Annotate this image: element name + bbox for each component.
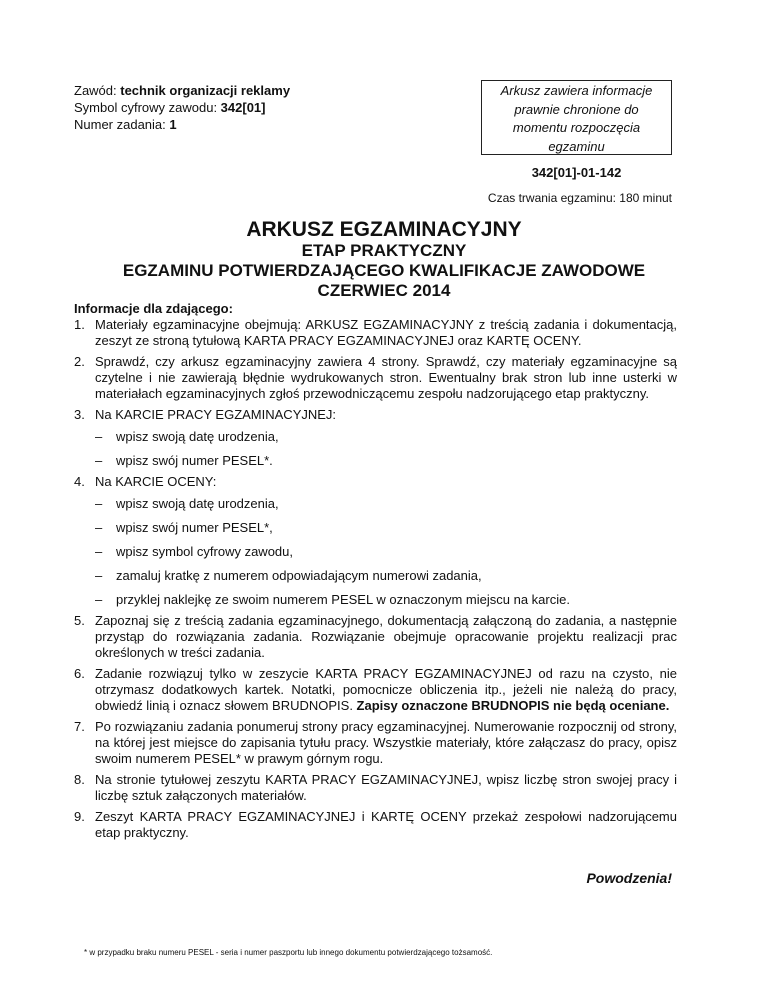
list-item: 7. Po rozwiązaniu zadania ponumeruj strony pracy egzaminacyjnej. Numerowanie rozpocznij od strony, na której jest miejsce do zapisania tytułu pracy. Wszystkie materiały, które załączasz do pracy, opisz swoim numerem PESEL* w prawym górnym rogu. <box>74 719 677 766</box>
symbol-line: Symbol cyfrowy zawodu: 342[01] <box>74 100 266 115</box>
sub-list-item: – wpisz swoją datę urodzenia, <box>95 496 279 511</box>
list-item: 3. Na KARCIE PRACY EGZAMINACYJNEJ: – wpisz swoją datę urodzenia, – wpisz swój numer PESEL*. <box>74 407 677 469</box>
task-value: 1 <box>169 117 177 132</box>
sub-list-item: – zamaluj kratkę z numerem odpowiadającym numerowi zadania, <box>95 568 482 583</box>
list-item: 5. Zapoznaj się z treścią zadania egzaminacyjnego, dokumentacją załączoną do zadania, a następnie przystąp do rozwiązania zadania. Rozwiązanie obejmuje opracowanie projektu realizacji prac określonych w treści zadania. <box>74 613 677 660</box>
sub-list-item: – wpisz swój numer PESEL*. <box>95 453 273 468</box>
list-item: 2. Sprawdź, czy arkusz egzaminacyjny zawiera 4 strony. Sprawdź, czy materiały egzaminacyjne są czytelne i nie zawierają błędnie wydrukowanych stron. Ewentualny brak stron lub inne usterki w materiałach egzaminacyjnych zgłoś przewodniczącemu zespołu nadzorującego etap praktyczny. <box>74 354 677 401</box>
info-heading: Informacje dla zdającego: <box>74 301 233 316</box>
sub-list-item: – wpisz swój numer PESEL*, <box>95 520 273 535</box>
stage-title: ETAP PRAKTYCZNY <box>301 241 467 260</box>
list-item: 9. Zeszyt KARTA PRACY EGZAMINACYJNEJ i KARTĘ OCENY przekaż zespołowi nadzorującemu etap praktyczny. <box>74 809 677 840</box>
sub-list <box>95 428 677 469</box>
sheet-code: 342[01]-01-142 <box>531 165 622 180</box>
sub-list-item: – przyklej naklejkę ze swoim numerem PESEL w oznaczonym miejscu na karcie. <box>95 592 570 607</box>
sub-list-item: – wpisz swoją datę urodzenia, <box>95 429 279 444</box>
session-title: CZERWIEC 2014 <box>317 281 451 300</box>
exam-header <box>74 82 454 133</box>
sub-list <box>95 495 677 608</box>
profession-line: Zawód: technik organizacji reklamy <box>74 83 291 98</box>
footnote: * w przypadku braku numeru PESEL - seria i numer paszportu lub innego dokumentu potwierdzającego tożsamość. <box>84 948 493 957</box>
sub-list-item: – wpisz symbol cyfrowy zawodu, <box>95 544 293 559</box>
title-block <box>74 218 694 301</box>
list-item: 1. Materiały egzaminacyjne obejmują: ARKUSZ EGZAMINACYJNY z treścią zadania i dokumentacją, zeszyt ze stroną tytułową KARTA PRACY EGZAMINACYJNEJ oraz KARTĘ OCENY. <box>74 317 677 348</box>
profession-value: technik organizacji reklamy <box>120 83 291 98</box>
instructions-list <box>74 317 677 841</box>
good-luck-text: Powodzenia! <box>586 870 672 886</box>
confidential-notice-box: Arkusz zawiera informacje prawnie chronione do momentu rozpoczęcia egzaminu <box>481 80 672 155</box>
exam-title: EGZAMINU POTWIERDZAJĄCEGO KWALIFIKACJE ZAWODOWE <box>122 261 646 280</box>
exam-duration: Czas trwania egzaminu: 180 minut <box>487 191 672 205</box>
task-line: Numer zadania: 1 <box>74 117 177 132</box>
list-item: 6. Zadanie rozwiązuj tylko w zeszycie KARTA PRACY EGZAMINACYJNEJ od razu na czysto, nie otrzymasz dodatkowych kartek. Notatki, pomocnicze obliczenia itp., jeżeli nie należą do pracy, obwiedź linią i oznacz słowem BRUDNOPIS. Zapisy oznaczone BRUDNOPIS nie będą oceniane. <box>74 666 677 713</box>
page-title: ARKUSZ EGZAMINACYJNY <box>246 218 522 241</box>
draft-warning: Zapisy oznaczone BRUDNOPIS nie będą oceniane. <box>356 698 670 713</box>
list-item: 8. Na stronie tytułowej zeszytu KARTA PRACY EGZAMINACYJNEJ, wpisz liczbę stron swojej pracy i liczbę sztuk załączonych materiałów. <box>74 772 677 803</box>
list-item: 4. Na KARCIE OCENY: – wpisz swoją datę urodzenia, – wpisz swój numer PESEL*, – wpisz symbol cyfrowy zawodu, – zamaluj kratkę z numerem odpowiadającym numerowi zadania, – przyklej naklejkę ze swoim numerem PESEL w oznaczonym miejscu na karcie. <box>74 474 677 608</box>
symbol-value: 342[01] <box>220 100 266 115</box>
